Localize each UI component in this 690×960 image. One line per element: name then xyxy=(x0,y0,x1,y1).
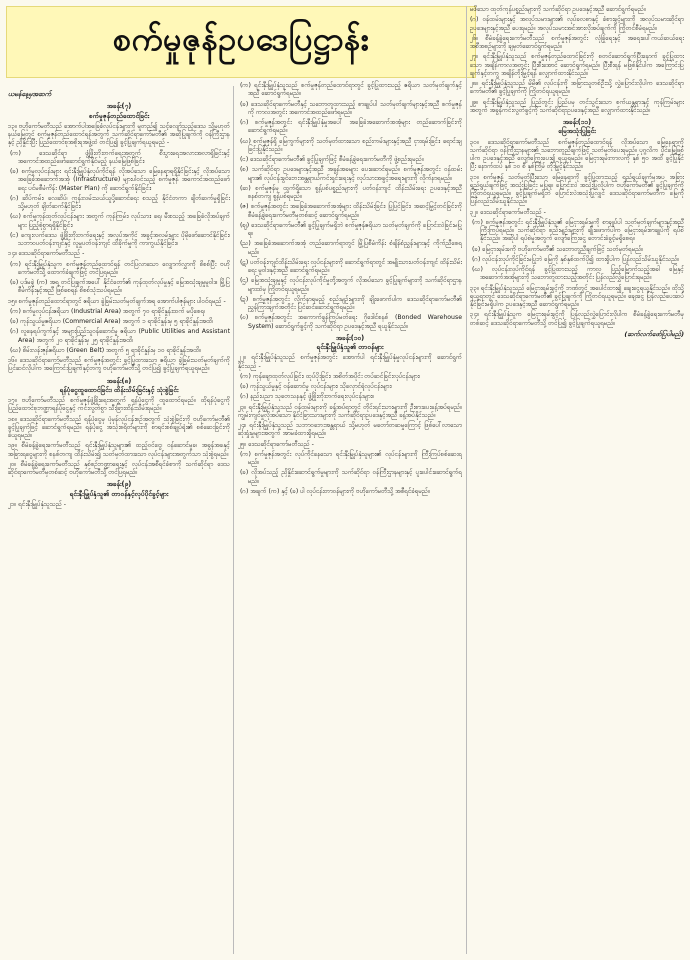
law-paragraph: (ဂ) နည်းပညာ သုတေသနနှင့် ဖွံ့ဖြိုးတိုးတက်ရေးလုပ်ငန်းများ။ xyxy=(240,393,375,401)
law-paragraph: (ဂ) ဝန်ထမ်းများနှင့် အလုပ်သမားများ၏ လုပ်ခလစာနှင့် ခံစားခွင့်များကို အလုပ်သမားဆိုင်ရာ ဥပဒေများနှင့်အညီ ပေးရမည်။ အလုပ်သမားအင်အားလိုအပ်ချက်ကို ကြိုတင်စီမံရမည်။ xyxy=(470,16,684,32)
law-paragraph: (က) စက်မှုဇုန်အတွင်း လုပ်ကိုင်နေသော ရင်းနှီးမြှုပ်နှံသူများ၏ လုပ်ငန်းများကို ကြီးကြပ်စစ်ဆေးရမည်။ xyxy=(240,450,462,466)
chapter-heading: အခန်း(၁၀) xyxy=(335,333,365,342)
law-paragraph: (ဆ) စက်မှုဇုန်မှ ထွက်ရှိသော စွန့်ပစ်ပစ္စည်းများကို ပတ်ဝန်းကျင် ထိန်းသိမ်းရေး ဥပဒေနှင့်အညီ စနစ်တကျ စွန့်ပစ်ရမည်။ xyxy=(240,184,462,200)
law-paragraph: (ဌ) မြေအသုံးချမှုနှင့် လုပ်ငန်းလုပ်ကိုင်မှုတို့အတွက် လိုအပ်သော ခွင့်ပြုချက်များကို သက်ဆိုင်ရာဌာနများထံမှ ကြိုတင်ရယူရမည်။ xyxy=(240,277,462,293)
law-paragraph: (ဎ) စက်မှုဇုန်အတွင်း အကောက်ခွန်ကြပ်မတ်ရေး ဂိုဒေါင်စနစ် (Bonded Warehouse System) ဆောင်ရွက်ခွင့်ကို သက်ဆိုင်ရာ ဥပဒေနှင့်အညီ ရယူနိုင်သည်။ xyxy=(240,314,462,330)
chapter-title: ရန်ပုံငွေထူထောင်ခြင်း၊ ထိန်းသိမ်းခြင်းနှင့် သုံးစွဲခြင်း xyxy=(59,385,179,394)
chapter-title: ရင်းနှီးမြှုပ်နှံသူ၏ တာဝန်နှင့်လုပ်ပိုင်ခွင့်များ xyxy=(69,489,169,498)
column-divider xyxy=(233,86,234,954)
law-paragraph: ၁၄။ ဒေသဆိုင်ရာကော်မတီသည် - xyxy=(8,250,85,258)
chapter-heading: အခန်း(၁၁) xyxy=(562,118,592,126)
law-paragraph: ၂၉။ ရင်းနှီးမြှုပ်နှံသူသည် ပြည်တွင်း ပြည်ပမှ တင်သွင်းသော စက်ယန္တရားနှင့် ကုန်ကြမ်းများအတွက် အခွန်ကင်းလွတ်ခွင့်ကို သက်ဆိုင်ရာဥပဒေနှင့်အညီ လျှောက်ထားနိုင်သည်။ xyxy=(470,98,684,114)
law-paragraph: (ခ) ပုဒ်မခွဲ (က) အရ တင်ပြချက်အပေါ် နိုင်ငံတော်၏ ကုန်ထုတ်လုပ်မှုနှင့် မြေအသုံးချမှုမူဝါဒ၊ မြို့ပြစီမံကိန်းနှင့်အညီ ဖြစ်စေရန် စိစစ်သုံးသပ်ရမည်။ xyxy=(10,279,230,295)
law-paragraph: ၂၅။ ဒေသဆိုင်ရာကော်မတီသည် - xyxy=(238,440,314,448)
law-paragraph: (ဂ) ဆိပ်ကမ်း၊ လေဆိပ်၊ ကုန်းလမ်းသယ်ယူပို့ဆောင်ရေး စသည့် နိုင်ငံတကာ ချိတ်ဆက်မှုရှိခြင်း သို့မဟုတ် ချိတ်ဆက်နိုင်ခြင်း၊ xyxy=(10,194,230,210)
law-paragraph: (ခ) ကုန်သွယ်မှုဧရိယာ (Commercial Area) အတွက် ၁ ရာခိုင်နှုန်းမှ ၅ ရာခိုင်နှုန်းအထိ၊ xyxy=(10,318,214,325)
law-paragraph: (ဍ) စက်မှုဇုန်အတွင်း လိုက်နာရမည့် စည်းမျဉ်းများကို ချိုးဖောက်ပါက ဒေသဆိုင်ရာကော်မတီ၏ ညွှန်ကြားချက်အတိုင်း ပြင်ဆင်ဆောင်ရွက်ရမည်။ xyxy=(240,295,462,311)
law-paragraph: (ခ) ကုန်သွယ်မှုနှင့် ဝန်ဆောင်မှု လုပ်ငန်းများ၊ သိုလှောင်ရုံလုပ်ငန်းများ၊ xyxy=(240,383,392,390)
column-divider xyxy=(466,6,467,954)
chapter-heading: အခန်း(၈) xyxy=(106,376,132,385)
law-paragraph: (ဋ) ပတ်ဝန်းကျင်ထိန်းသိမ်းရေး လုပ်ငန်းများကို ဆောင်ရွက်ရာတွင် အမျိုးသားပတ်ဝန်းကျင် ထိန်းသိမ်းရေး မူဝါဒနှင့်အညီ ဆောင်ရွက်ရမည်။ xyxy=(240,258,463,274)
law-paragraph: ၁၉။ စီမံခန့်ခွဲရေးကော်မတီသည် ရင်းနှီးမြှုပ်နှံသူများ၏ ထည့်ဝင်ငွေ၊ ဝန်ဆောင်မှုခ၊ အခွန်အခနှင့် အခြားရငွေများကို စနစ်တကျ ထိန်းသိမ်း၍ သတ်မှတ်ထားသော လုပ်ငန်းများအတွက်သာ သုံးစွဲရမည်။ xyxy=(8,442,230,458)
law-paragraph: ၂၇။ ရင်းနှီးမြှုပ်နှံသူသည် စက်မှုဇုန်တည်ထောင်ခြင်းကို စတင်ဆောင်ရွက်ပြီးနောက် ခွင့်ပြုထားသော အချိန်ကာလအတွင်း ပြီးစီးအောင် ဆောင်ရွက်ရမည်။ ပြီးစီးရန် မဖြစ်နိုင်ပါက အကြောင်းပြချက်နှင့်တကွ အချိန်တိုးမြှင့်ရန် လျှောက်ထားနိုင်သည်။ xyxy=(470,53,684,77)
law-paragraph: (ဂ) အချက် (က) နှင့် (ခ) ပါ လုပ်ငန်းတာဝန်များကို ဗဟိုကော်မတီသို့ အစီရင်ခံရမည်။ xyxy=(240,487,430,495)
column-2-body xyxy=(238,82,462,496)
law-paragraph: ၁၇။ ဗဟိုကော်မတီသည် စက်မှုဇုန်ဖွံ့ဖြိုးရေးအတွက် ရန်ပုံငွေကို ထူထောင်ရမည်။ ထိုရန်ပုံငွေကို ပြည်ထောင်စုဘဏ္ဍာရန်ပုံငွေနှင့် ကင်းလွတ်စွာ သီးခြားထိန်းသိမ်းရမည်။ xyxy=(8,397,230,413)
column-1-body xyxy=(8,102,230,509)
continued-from-label: ယမန်နေ့မှအဆက် xyxy=(8,90,52,98)
law-paragraph: (က) စက်မှုလုပ်ငန်းဧရိယာ (Industrial Area) အတွက် ၇၀ ရာခိုင်နှုန်းထက် မပိုစေရ၊ xyxy=(10,307,206,315)
law-paragraph: (ဂ) စက်မှုဇုန်အတွင်း ရင်းနှီးမြှုပ်နှံမှုအပေါ် အခြေခံအဆောက်အအုံများ တည်ဆောက်ခြင်းကို ဆောင်ရွက်ရမည်။ xyxy=(240,119,462,135)
law-paragraph: (ဈ) ဒေသဆိုင်ရာကော်မတီ၏ ခွင့်ပြုချက်မရှိဘဲ စက်မှုဇုန်ဧရိယာ သတ်မှတ်ချက်ကို ပြောင်းလဲခြင်းမပြုရ။ xyxy=(240,221,462,237)
law-paragraph: (က) ရင်းနှီးမြှုပ်နှံသူက စက်မှုဇုန်တည်ထောင်ရန် တင်ပြလာသော လျှောက်လွှာကို စိစစ်ပြီး ဗဟိုကော်မတီသို့ ထောက်ခံချက်ဖြင့် တင်ပြရမည်။ xyxy=(10,260,230,276)
chapter-title: ရင်းနှီးမြှုပ်နှံသူ၏ တာဝန်များ xyxy=(316,343,384,351)
law-paragraph: (ခ) စက်မှုလုပ်ငန်းများ ရင်းနှီးမြှုပ်နှံလုပ်ကိုင်ရန် လိုအပ်သော မြေနေရာရရှိနိုင်ခြင်းနှင့် လိုအပ်သော အခြေခံအဆောက်အအုံ (Infrastructure) များပါဝင်သည့် စက်မှုဇုန် အကောင်အထည်ဖော်ရေး ပင်မစီမံကိန်း (Master Plan) ကို ဆောင်ရွက်နိုင်ခြင်း၊ xyxy=(10,168,230,192)
column-3-body xyxy=(470,6,684,328)
law-paragraph: ၂၁။ ရင်းနှီးမြှုပ်နှံသူသည် - xyxy=(8,500,67,508)
chapter-heading: အခန်း(၉) xyxy=(106,480,132,489)
law-paragraph: ၂၃။ ရင်းနှီးမြှုပ်နှံသူသည် ဝန်ထမ်းများကို ခန့်အပ်ရာတွင် တိုင်းရင်းသားများကို ဦးစားပေးခန့်အပ်ရမည်။ ကျွမ်းကျင်မှုလိုအပ်သော နိုင်ငံခြားသားများကို သက်ဆိုင်ရာဥပဒေနှင့်အညီ ခန့်အပ်နိုင်သည်။ xyxy=(238,403,462,419)
law-paragraph: (ဃ) စက်မှုဇုန်ရှိ မြေကွက်များကို သတ်မှတ်ထားသော စည်းကမ်းများနှင့်အညီ ငှားရမ်းခြင်း၊ ရောင်းချခြင်းပြုနိုင်သည်။ xyxy=(240,137,462,153)
law-paragraph: ၃၂။ ဒေသဆိုင်ရာကော်မတီသည် - xyxy=(470,208,546,216)
law-paragraph: (က) ဒေသဆိုင်ရာ ဖွံ့ဖြိုးတိုးတက်ရေးအတွက် စီးပွားရေးအလားအလာရှိခြင်းနှင့် အကောင်အထည်ဖော်ဆောင်ရွက်နိုင်မည့် နယ်မြေဖြစ်ခြင်း၊ xyxy=(10,149,230,165)
law-paragraph: ၁၈။ ဒေသဆိုင်ရာကော်မတီသည် ရန်ပုံငွေမှ ပုံမှန်လုပ်ငန်းစဉ်အတွက် သုံးစွဲခြင်းကို ဗဟိုကော်မတီ၏ ခွင့်ပြုချက်ဖြင့် ဆောင်ရွက်ရမည်။ ရန်ပုံငွေ အသုံးစရိတ်များကို စာရင်းစစ်ချုပ်ရုံး၏ စစ်ဆေးခြင်းကို ခံယူရမည်။ xyxy=(8,415,230,439)
law-paragraph: (ည) အခြေခံအဆောက်အအုံ တည်ဆောက်ရာတွင် မြို့ပြစီမံကိန်း စံချိန်စံညွှန်းများနှင့် ကိုက်ညီစေရမည်။ xyxy=(240,240,462,256)
law-paragraph: (ဂ) လူနေရပ်ကွက်နှင့် အများပြည်သူဝန်ဆောင်မှု ဧရိယာ (Public Utilities and Assistant Area) အတွက် ၂၀ ရာခိုင်နှုန်းမှ ၂၅ ရာခိုင်နှုန်းအထိ၊ xyxy=(10,328,230,344)
continued-note: (ဆက်လက်ဖော်ပြပါမည်) xyxy=(624,329,684,338)
column-2 xyxy=(238,6,462,498)
page-title: စက်မှုဇုန်ဥပဒေပြဋ္ဌာန်း xyxy=(112,20,370,58)
law-paragraph: (ခ) လိုအပ်သည့် ညှိနှိုင်းဆောင်ရွက်မှုများကို သက်ဆိုင်ရာ ဝန်ကြီးဌာနများနှင့် ပူးပေါင်းဆောင်ရွက်ရမည်။ xyxy=(240,469,462,485)
law-paragraph: ၂၀။ စီမံခန့်ခွဲရေးကော်မတီသည် နှစ်စဉ်ဘဏ္ဍာရေးနှင့် လုပ်ငန်းအစီရင်ခံစာကို သက်ဆိုင်ရာ ဒေသဆိုင်ရာကော်မတီမှတစ်ဆင့် ဗဟိုကော်မတီသို့ တင်ပြရမည်။ xyxy=(8,460,230,476)
column-3 xyxy=(470,6,684,338)
law-paragraph: ၂၆။ စီမံခန့်ခွဲရေးကော်မတီသည် စက်မှုဇုန်အတွင်း လုံခြုံရေးနှင့် အရေးပေါ်ကယ်ဆယ်ရေး အစီအစဉ်များကို ချမှတ်ဆောင်ရွက်ရမည်။ xyxy=(470,34,684,50)
law-paragraph: (ခ) ဒေသဆိုင်ရာကော်မတီနှင့် သဘောတူထားသည့် စာချုပ်ပါ သတ်မှတ်ချက်များနှင့်အညီ စက်မှုဇုန်ကို ကာလအတွင်း အကောင်အထည်ဖော်ရမည်။ xyxy=(240,100,462,116)
law-paragraph: (က) ကုန်ချောထုတ်လုပ်ခြင်း၊ ထုပ်ပိုးခြင်း၊ အစိတ်အပိုင်း တပ်ဆင်ခြင်းလုပ်ငန်းများ၊ xyxy=(240,372,421,380)
law-paragraph: ၃၃။ ရင်းနှီးမြှုပ်နှံသူသည် မြေငှားရမ်းခွင့်ကို ဘဏ်တွင် အပေါင်ထား၍ ချေးငွေရယူနိုင်သည်။ ထိုသို့ရယူရာတွင် ဒေသဆိုင်ရာကော်မတီ၏ ခွင့်ပြုချက်ကို ကြိုတင်ရယူရမည်။ ချေးငွေ ပြန်လည်ပေးဆပ်နိုင်ခြင်းမရှိပါက ဥပဒေနှင့်အညီ ဆောင်ရွက်ရမည်။ xyxy=(470,284,684,308)
law-paragraph: (င) ကျေးလက်ဒေသ ဖွံ့ဖြိုးတိုးတက်ရေးနှင့် အလုပ်အကိုင် အခွင့်အလမ်းများ ပိုမိုဖော်ဆောင်နိုင်ခြင်း၊ သဘာဝပတ်ဝန်းကျင်နှင့် လူမှုပတ်ဝန်းကျင် ထိခိုက်မှုကို ကာကွယ်နိုင်ခြင်း။ xyxy=(10,231,230,247)
law-paragraph: (ဃ) စိမ်းလန်းဇုန်ဧရိယာ (Green Belt) အတွက် ၅ ရာခိုင်နှုန်းမှ ၁၀ ရာခိုင်နှုန်းအထိ။ xyxy=(10,346,202,354)
law-paragraph: ၂၂။ ရင်းနှီးမြှုပ်နှံသူသည် စက်မှုဇုန်အတွင်း အောက်ပါ ရင်းနှီးမြှုပ်နှံမှုလုပ်ငန်းများကို ဆောင်ရွက်နိုင်သည် - xyxy=(238,354,462,370)
law-paragraph: (ဃ) စက်မှုကုန်ထုတ်လုပ်ငန်းများ အတွက် ကုန်ကြမ်း၊ လုပ်သား၊ ရေ၊ မီးစသည့် အခြေခံလိုအပ်ချက်များ ပြည့်စုံစွာရရှိနိုင်ခြင်း၊ xyxy=(10,213,230,229)
law-paragraph: ၂၄။ ရင်းနှီးမြှုပ်နှံသူသည် သဘာဝဘေးအန္တရာယ် သို့မဟုတ် မတော်တဆမှုကြောင့် ဖြစ်ပေါ်လာသော ဆုံးရှုံးမှုများအတွက် အာမခံထားရှိရမည်။ xyxy=(238,422,462,438)
law-paragraph: ၂၈။ ရင်းနှီးမြှုပ်နှံသူသည် မိမိ၏ လုပ်ငန်းကို အခြားသူတစ်ဦးသို့ လွှဲပြောင်းလိုပါက ဒေသဆိုင်ရာကော်မတီ၏ ခွင့်ပြုချက်ကို ကြိုတင်ရယူရမည်။ xyxy=(470,80,684,96)
chapter-heading: အခန်း(၇) xyxy=(106,102,132,111)
column-1 xyxy=(8,90,230,511)
law-paragraph: ၃၄။ ရင်းနှီးမြှုပ်နှံသူက မြေငှားရမ်းခွင့်ကို ပြန်လည်လွှဲပြောင်းလိုပါက စီမံခန့်ခွဲရေးကော်မတီမှတစ်ဆင့် ဒေသဆိုင်ရာကော်မတီသို့ တင်ပြ၍ ခွင့်ပြုချက်ရယူရမည်။ xyxy=(470,311,684,327)
law-paragraph: (င) ဒေသဆိုင်ရာကော်မတီ၏ ခွင့်ပြုချက်ဖြင့် စီမံခန့်ခွဲရေးကော်မတီကို ဖွဲ့စည်းရမည်။ xyxy=(240,156,424,163)
law-paragraph: (ဂ) လုပ်ငန်းလုပ်ကိုင်ခြင်းမပြုဘဲ မြေကို နှစ်နှစ်ထက်ပို၍ ထားရှိပါက ပြန်လည်သိမ်းယူနိုင်သည်။ xyxy=(472,255,680,263)
law-paragraph: ၁၅။ စက်မှုဇုန်တည်ထောင်ရာတွင် ဧရိယာ ခွဲခြမ်းသတ်မှတ်ချက်အရ အောက်ပါဇုန်များ ပါဝင်ရမည် - xyxy=(8,297,226,305)
law-paragraph: (ဇ) စက်မှုဇုန်အတွင်း အခြေခံအဆောက်အအုံများ ထိန်းသိမ်းခြင်း၊ ပြုပြင်ခြင်း၊ အဆင့်မြှင့်တင်ခြင်းကို စီမံခန့်ခွဲရေးကော်မတီမှတစ်ဆင့် ဆောင်ရွက်ရမည်။ xyxy=(240,203,462,219)
law-paragraph: (က) ရင်းနှီးမြှုပ်နှံသူသည် စက်မှုဇုန်တည်ထောင်ရာတွင် ခွင့်ပြုထားသည့် ဧရိယာ သတ်မှတ်ချက်နှင့်အညီ ဆောင်ရွက်ရမည်။ xyxy=(240,82,462,98)
law-paragraph: (ဃ) လုပ်ငန်းလုပ်ကိုင်ရန် ခွင့်ပြုထားသည့် ကာလ ပြည့်မြောက်သည့်အခါ မြေနှင့် အဆောက်အအုံများကို သဘောတူထားသည့်အတိုင်း ပြန်လည်လွှဲပြောင်းရမည်။ xyxy=(472,266,684,282)
chapter-title: မြေအသုံးပြုခြင်း xyxy=(558,127,596,136)
law-paragraph: ၃၀။ ဒေသဆိုင်ရာကော်မတီသည် စက်မှုဇုန်တည်ထောင်ရန် လိုအပ်သော မြေနေရာကို သက်ဆိုင်ရာ ဝန်ကြီးဌာနများ၏ သဘောတူညီချက်ဖြင့် သတ်မှတ်ပေးရမည်။ ပုဂ္ဂလိက ပိုင်မြေဖြစ်ပါက ဥပဒေနှင့်အညီ လျော်ကြေးပေး၍ ရယူရမည်။ မြေငှားရမ်းကာလကို နှစ် ၅၀ အထိ ခွင့်ပြုနိုင်ပြီး နောက်ထပ် နှစ် ၁၀ စီ နှစ်ကြိမ် တိုးမြှင့်နိုင်သည်။ xyxy=(470,138,684,171)
law-paragraph: ၁၆။ ဒေသဆိုင်ရာကော်မတီသည် စက်မှုဇုန်အတွင်း ခွင့်ပြုထားသော ဧရိယာ ခွဲခြမ်းသတ်မှတ်ချက်ကို ပြင်ဆင်လိုပါက အကြောင်းပြချက်နှင့်တကွ ဗဟိုကော်မတီသို့ တင်ပြ၍ ခွင့်ပြုချက်ရယူရမည်။ xyxy=(8,357,230,373)
law-paragraph: (ခ) မြေငှားရမ်းခကို ဗဟိုကော်မတီ၏ သဘောတူညီချက်ဖြင့် သတ်မှတ်ရမည်။ xyxy=(472,245,644,253)
chapter-title: စက်မှုဇုန်တည်ထောင်ခြင်း xyxy=(88,111,150,120)
law-paragraph: ၃၁။ စက်မှုဇုန် သတ်မှတ်ပြီးသော မြေနေရာကို ခွင့်ပြုထားသည့် ရည်ရွယ်ချက်မှအပ အခြားရည်ရွယ်ချက်ဖြင့် အသုံးပြုခြင်း မပြုရ။ ပြောင်းလဲ အသုံးပြုလိုပါက ဗဟိုကော်မတီ၏ ခွင့်ပြုချက်ကို ကြိုတင်ရယူရမည်။ ခွင့်ပြုချက်မရှိဘဲ ပြောင်းလဲအသုံးပြုလျှင် ဒေသဆိုင်ရာကော်မတီက မြေကို ပြန်လည်သိမ်းယူနိုင်သည်။ xyxy=(470,173,684,206)
law-paragraph: ၁၃။ ဗဟိုကော်မတီသည် အောက်ပါအခြေခံလုပ်ငန်းများကို မူတည်၍ သင့်လျော်သည့်ဒေသ သို့မဟုတ် နယ်မြေတွင် စက်မှုဇုန်တည်ထောင်ရန်အတွက် သက်ဆိုင်ရာကော်မတီ၏ အဆိုပြုချက်ကို ဝန်ကြီးဌာနနှင့် ညှိနှိုင်းပြီး ပြည်ထောင်စုအစိုးရအဖွဲ့ထံ တင်ပြ၍ ခွင့်ပြုချက်ရယူရမည် - xyxy=(8,122,230,147)
law-paragraph: (က) စက်မှုဇုန်အတွင်း ရင်းနှီးမြှုပ်နှံသူ၏ မြေငှားရမ်းမှုကို စာချုပ်ပါ သတ်မှတ်ချက်များနှင့်အညီ ကြီးကြပ်ရမည်။ သက်ဆိုင်ရာ စည်းမျဉ်းများကို ချိုးဖောက်ပါက မြေငှားရမ်းစာချုပ်ကို ရပ်စဲနိုင်သည်။ အဆိုပါ ရပ်စဲမှုအတွက် လျော်ကြေးငွေ တောင်းခံခွင့်မရှိစေရ။ xyxy=(472,218,684,243)
law-paragraph: (စ) သက်ဆိုင်ရာ ဥပဒေများနှင့်အညီ အခွန်အခများ ပေးဆောင်ရမည်။ စက်မှုဇုန်အတွင်း ဝန်ထမ်းများ၏ လုပ်ငန်းခွင်ဘေးအန္တရာယ်ကင်းရှင်းရေးနှင့် လုပ်သားအခွင့်အရေးများကို လိုက်နာရမည်။ xyxy=(240,166,462,182)
law-paragraph: မဖိသော ထုတ်ကုန်ပစ္စည်းများကို သက်ဆိုင်ရာ ဥပဒေနှင့်အညီ ဆောင်ရွက်ရမည်။ xyxy=(470,6,646,13)
